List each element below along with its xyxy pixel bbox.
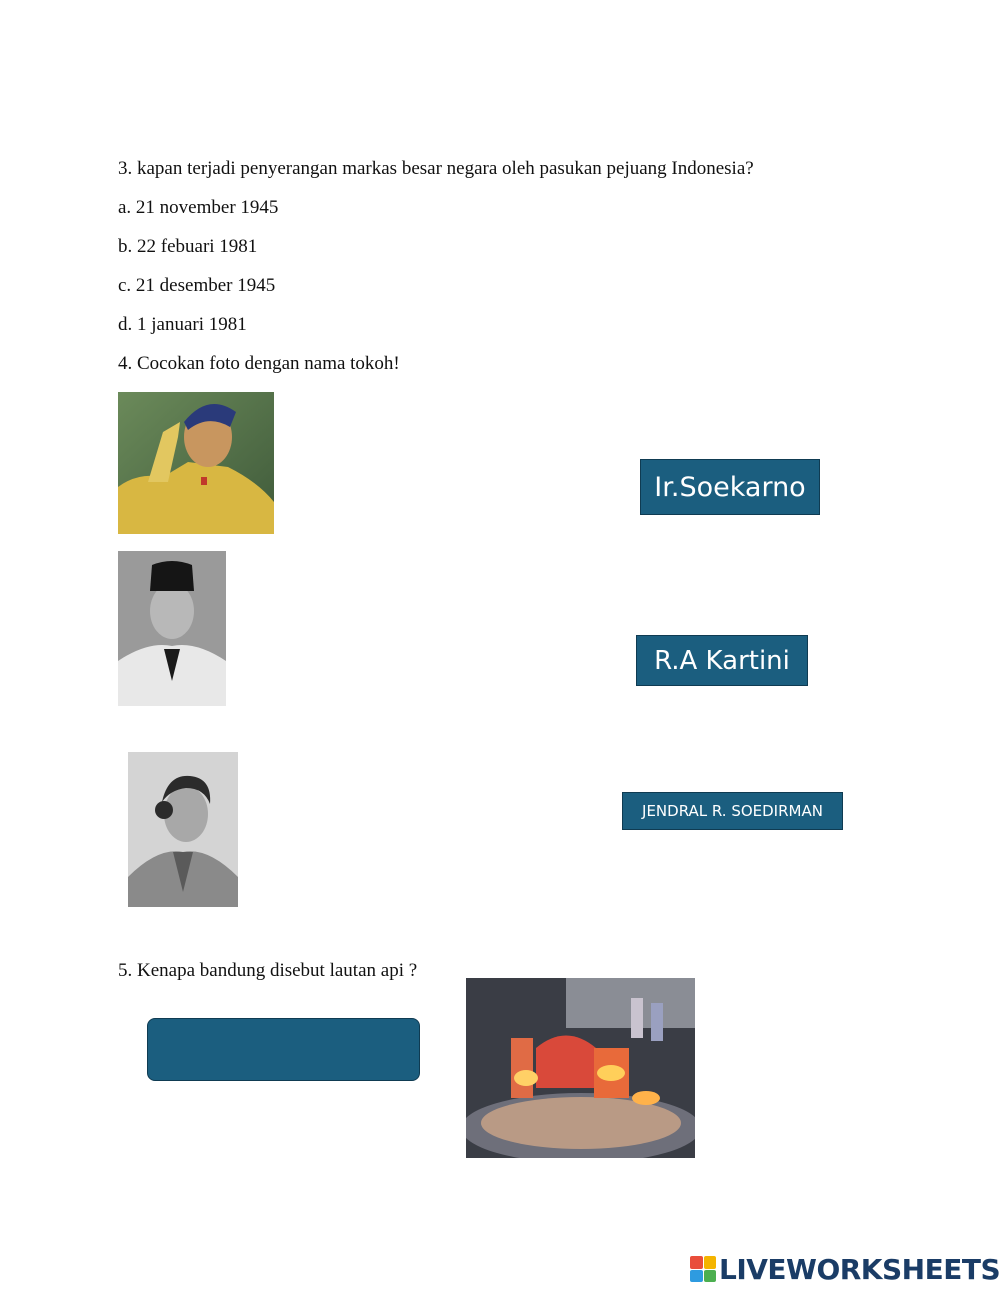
saluting-soldier-photo — [118, 392, 274, 534]
answer-input-box[interactable] — [147, 1018, 420, 1081]
question-3-prompt: 3. kapan terjadi penyerangan markas besar negara oleh pasukan pejuang Indonesia? — [118, 158, 754, 179]
name-box-soekarno[interactable]: Ir.Soekarno — [640, 459, 820, 515]
name-box-soedirman[interactable]: JENDRAL R. SOEDIRMAN — [622, 792, 843, 830]
option-c: c. 21 desember 1945 — [118, 275, 276, 296]
museum-diorama-photo — [466, 978, 695, 1158]
name-box-kartini[interactable]: R.A Kartini — [636, 635, 808, 686]
option-a: a. 21 november 1945 — [118, 197, 279, 218]
option-d: d. 1 januari 1981 — [118, 314, 247, 335]
liveworksheets-logo — [690, 1252, 1000, 1286]
woman-kebaya-photo — [128, 752, 238, 907]
question-5-prompt: 5. Kenapa bandung disebut lautan api ? — [118, 960, 418, 981]
liveworksheets-logo-icon — [690, 1256, 716, 1282]
question-4-prompt: 4. Cocokan foto dengan nama tokoh! — [118, 353, 400, 374]
man-with-peci-photo — [118, 551, 226, 706]
option-b: b. 22 febuari 1981 — [118, 236, 258, 257]
liveworksheets-wordmark: LIVEWORKSHEETS — [719, 1252, 1000, 1286]
